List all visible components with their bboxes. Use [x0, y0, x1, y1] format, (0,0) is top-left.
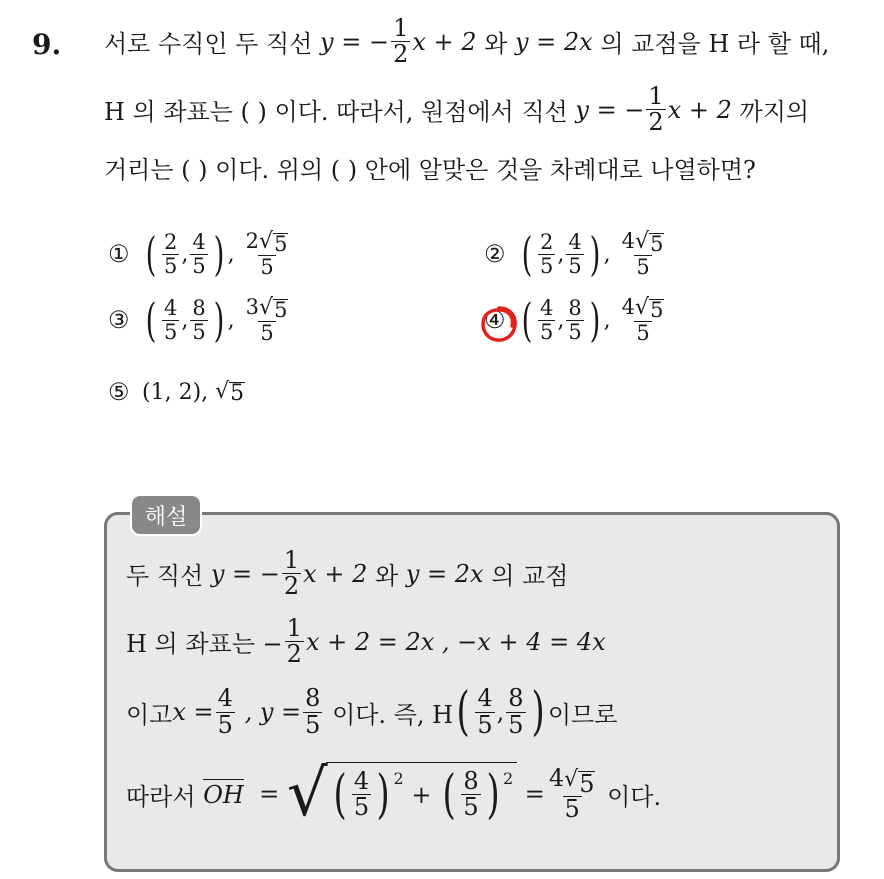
question-number: 9. — [32, 28, 62, 61]
sol3-end: 이므로 — [547, 700, 618, 729]
choice-5[interactable] — [108, 378, 245, 406]
sol4-eq2: = — [524, 780, 545, 808]
choice-5-distance: √ 5 — [215, 379, 245, 406]
choice-1-mark: ① — [108, 240, 130, 269]
q1-tail: 의 교점을 H 라 할 때, — [600, 30, 830, 59]
q1-conj: 와 — [484, 30, 508, 59]
q2-lead: H 의 좌표는 ( ) 이다. 따라서, 원점에서 직선 — [104, 98, 568, 127]
choice-3-mark: ③ — [108, 306, 130, 335]
solution-line-1 — [126, 548, 568, 599]
sol2-lead: H 의 좌표는 − — [126, 630, 283, 659]
choice-3[interactable]: ③ ( $\frac{4}{5}$ , $\frac{8}{5}$ ) , 3 √ 5 5 — [108, 296, 292, 344]
q1-eq1-tail: x + 2 — [412, 27, 477, 56]
sol3-mid: 이다. 즉, H — [332, 700, 454, 729]
solution-line-3: 이고 x = $\frac{4}{5}$ , y = $\frac{8}{5}$ 이다. 즉, H ( $\frac{4}{5}$ , $\frac{8}{5}$ ) 이므로 — [126, 682, 618, 742]
sol2-fraction: $\frac{1}{2}$ — [286, 614, 302, 669]
sol1-lhs: y — [210, 559, 225, 588]
choice-2-distance: 4 √ 5 5 — [621, 229, 664, 279]
choice-2[interactable]: ② ( $\frac{2}{5}$ , $\frac{4}{5}$ ) , 4 √ 5 5 — [484, 230, 668, 278]
q1-eq1-sign: = − — [341, 27, 390, 56]
sol4-eq: = — [259, 780, 280, 808]
sol4-end: 이다. — [607, 782, 662, 811]
q2-tail: 까지의 — [739, 98, 810, 127]
q2-eq-tail: x + 2 — [667, 95, 732, 124]
q1-eq2: y = 2x — [514, 27, 593, 56]
choice-5-mark: ⑤ — [108, 378, 130, 406]
sol1-sign: = − — [232, 559, 280, 588]
choice-1[interactable]: ① ( $\frac{2}{5}$ , $\frac{4}{5}$ ) , 2 √ 5 5 — [108, 230, 292, 278]
sol4-segment: OH — [203, 781, 244, 809]
q2-eq-lhs: y — [575, 95, 589, 124]
q1-eq1-fraction: $\frac{1}{2}$ — [393, 14, 409, 69]
choice-4-mark: ④ — [484, 306, 506, 335]
sol3-lead: 이고 — [126, 700, 173, 729]
solution-tag: 해설 — [130, 494, 202, 536]
question-line-1 — [104, 16, 829, 67]
sol3-x-lhs: x = — [172, 698, 214, 726]
q2-eq-sign: = − — [596, 95, 645, 124]
sol1-end: 의 교점 — [491, 562, 569, 591]
solution-line-2 — [126, 616, 606, 667]
choice-2-mark: ② — [484, 240, 506, 269]
q1-lead: 서로 수직인 두 직선 — [104, 30, 313, 59]
sol1-eq2: y = 2x — [405, 559, 484, 588]
question-line-2 — [104, 84, 809, 135]
sol2-tail: x + 2 = 2x , −x + 4 = 4x — [305, 627, 606, 656]
sol3-x-value: $\frac{4}{5}$ — [217, 684, 233, 739]
sol3-sep: , y = — [244, 698, 302, 726]
sol1-lead: 두 직선 — [126, 562, 204, 591]
sol1-conj: 와 — [374, 562, 399, 591]
sol1-tail: x + 2 — [303, 559, 368, 588]
sol3-y-value: $\frac{8}{5}$ — [305, 684, 321, 739]
sol4-result: 4 √ 5 5 — [548, 763, 595, 823]
choice-1-distance: 2 √ 5 5 — [245, 229, 288, 279]
answer-circle-mark — [479, 304, 519, 344]
sol1-fraction: $\frac{1}{2}$ — [283, 546, 300, 601]
sol4-sqrt: √ ( $\frac{4}{5}$ ) 2 + ( $\frac{8}{5}$ ) 2 — [287, 762, 517, 826]
choice-4-distance: 4 √ 5 5 — [621, 295, 664, 345]
choice-4[interactable]: ④ ( $\frac{4}{5}$ , $\frac{8}{5}$ ) , 4 √ 5 5 — [484, 296, 668, 344]
sol4-lead: 따라서 — [126, 782, 196, 811]
choice-3-distance: 3 √ 5 5 — [245, 295, 288, 345]
q2-eq-fraction: $\frac{1}{2}$ — [648, 82, 664, 137]
choice-5-point: (1, 2), — [142, 379, 209, 405]
solution-line-4 — [126, 757, 662, 831]
question-line-3: 거리는 ( ) 이다. 위의 ( ) 안에 알맞은 것을 차례대로 나열하면? — [104, 156, 756, 184]
q1-eq1-lhs: y — [320, 27, 334, 56]
